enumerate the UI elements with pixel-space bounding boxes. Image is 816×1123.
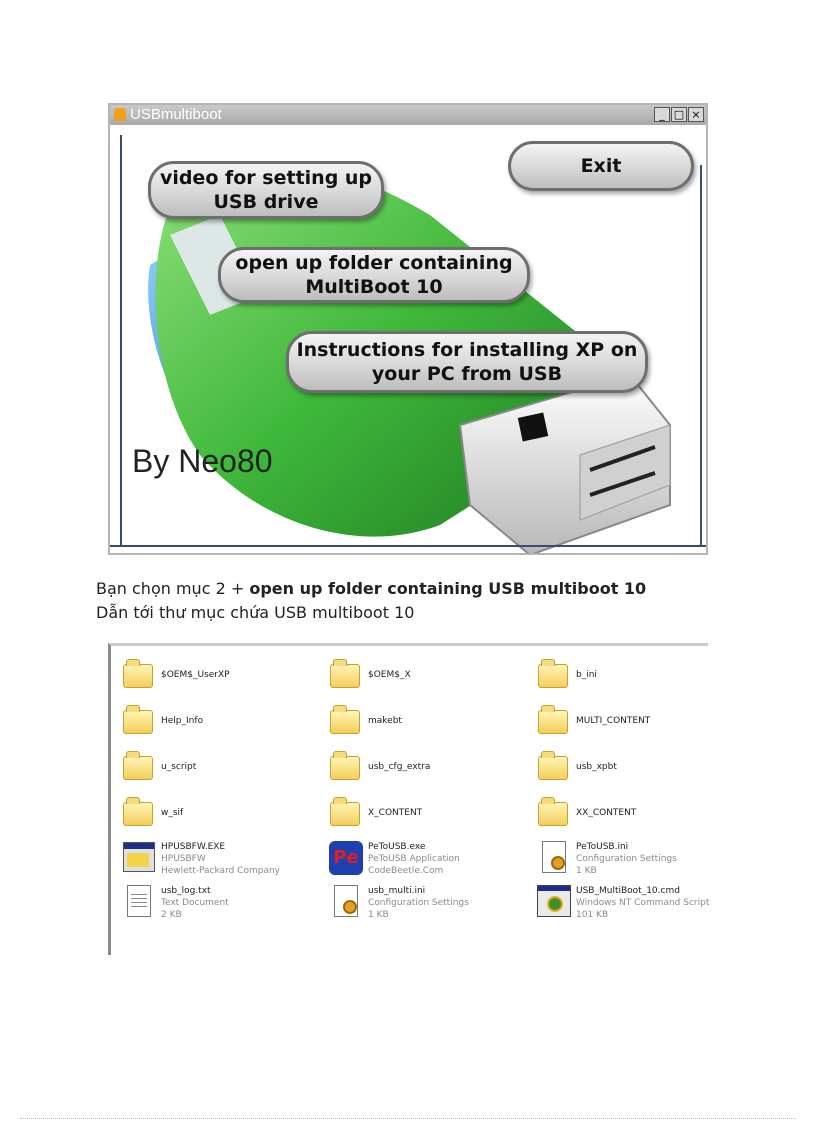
- file-description: HPUSBFW: [161, 854, 206, 864]
- file-name: PeToUSB.ini: [576, 842, 629, 852]
- file-name: PeToUSB.exe: [368, 842, 426, 852]
- file-description: Configuration Settings: [368, 898, 469, 908]
- explorer-file-view: [108, 643, 708, 955]
- page-footer-rule: [20, 1118, 796, 1119]
- caption-line-2: Dẫn tới thư mục chứa USB multiboot 10: [96, 603, 415, 622]
- video-setup-label: [160, 166, 372, 214]
- ini-settings-icon: [334, 885, 358, 917]
- file-size: 101 KB: [576, 910, 609, 920]
- frame-line-right: [700, 165, 702, 545]
- text-document-icon: [127, 885, 151, 917]
- folder-icon: [330, 756, 360, 780]
- folder-item[interactable]: [328, 702, 402, 738]
- file-details: [161, 841, 280, 877]
- caption-line-1-bold: open up folder containing USB multiboot 10: [249, 579, 647, 598]
- open-folder-label: [235, 251, 512, 299]
- file-details: [576, 885, 709, 921]
- folder-item[interactable]: [121, 794, 183, 830]
- folder-item[interactable]: [328, 748, 430, 784]
- file-name: usb_log.txt: [161, 886, 211, 896]
- file-size: 2 KB: [161, 910, 182, 920]
- minimize-button[interactable]: _: [654, 107, 670, 122]
- folder-name: b_ini: [576, 670, 597, 680]
- folder-item[interactable]: [536, 656, 597, 692]
- file-item-usb-log[interactable]: [121, 884, 229, 921]
- open-folder-line1: open up folder containing: [235, 252, 513, 274]
- folder-item[interactable]: [121, 656, 230, 692]
- folder-name: $OEM$_X: [368, 670, 411, 680]
- usbmultiboot-window: [108, 103, 708, 555]
- folder-name: w_sif: [161, 808, 184, 818]
- folder-name: X_CONTENT: [368, 808, 423, 818]
- file-description: Text Document: [161, 898, 229, 908]
- folder-name: MULTI_CONTENT: [576, 716, 651, 726]
- close-button[interactable]: ×: [688, 107, 704, 122]
- folder-item[interactable]: [121, 702, 203, 738]
- folder-name: Help_Info: [161, 716, 204, 726]
- folder-icon: [538, 664, 568, 688]
- folder-icon: [538, 710, 568, 734]
- title-bar[interactable]: [110, 105, 706, 125]
- folder-item[interactable]: [328, 656, 411, 692]
- folder-name: makebt: [368, 716, 402, 726]
- folder-icon: [123, 664, 153, 688]
- file-item-hpusbfw[interactable]: [121, 840, 280, 877]
- file-item-petousb-ini[interactable]: [536, 840, 677, 877]
- exit-button-label: Exit: [580, 155, 622, 177]
- video-setup-line1: video for setting up: [159, 167, 373, 189]
- folder-name: usb_xpbt: [576, 762, 617, 772]
- file-company: CodeBeetle.Com: [368, 866, 444, 876]
- ini-settings-icon: [542, 841, 566, 873]
- folder-item[interactable]: [536, 794, 636, 830]
- exit-button[interactable]: [508, 141, 694, 191]
- file-description: PeToUSB Application: [368, 854, 460, 864]
- folder-item[interactable]: [536, 748, 617, 784]
- folder-icon: [538, 802, 568, 826]
- file-item-petousb-exe[interactable]: [328, 840, 460, 877]
- folder-item[interactable]: [536, 702, 650, 738]
- exe-window-icon: [123, 842, 155, 872]
- app-icon: [114, 108, 126, 121]
- instructions-label: [297, 338, 638, 386]
- folder-item[interactable]: [328, 794, 422, 830]
- frame-line-bottom: [110, 545, 706, 547]
- file-size: 1 KB: [368, 910, 389, 920]
- file-details: [576, 841, 677, 877]
- folder-name: XX_CONTENT: [576, 808, 637, 818]
- folder-name: u_script: [161, 762, 197, 772]
- file-description: Windows NT Command Script: [576, 898, 710, 908]
- file-details: [161, 885, 229, 921]
- file-item-usb-multi-ini[interactable]: [328, 884, 469, 921]
- folder-icon: [330, 664, 360, 688]
- instructions-line1: Instructions for installing XP on: [296, 339, 638, 361]
- folder-item[interactable]: [121, 748, 196, 784]
- file-name: USB_MultiBoot_10.cmd: [576, 886, 680, 896]
- folder-icon: [538, 756, 568, 780]
- maximize-button[interactable]: □: [671, 107, 687, 122]
- caption-line-1: [96, 579, 646, 598]
- file-name: HPUSBFW.EXE: [161, 842, 226, 852]
- folder-icon: [123, 710, 153, 734]
- folder-name: $OEM$_UserXP: [161, 670, 230, 680]
- file-details: [368, 885, 469, 921]
- window-controls: [654, 107, 704, 122]
- open-folder-line2: MultiBoot 10: [305, 276, 443, 298]
- open-folder-button[interactable]: [218, 247, 530, 303]
- frame-line-left: [120, 135, 122, 547]
- file-size: 1 KB: [576, 866, 597, 876]
- video-setup-line2: USB drive: [213, 191, 319, 213]
- caption-line-1-prefix: Bạn chọn mục 2 +: [96, 579, 250, 598]
- folder-icon: [123, 756, 153, 780]
- cmd-script-icon: [537, 885, 571, 917]
- author-credit: By Neo80: [132, 443, 273, 479]
- file-description: Configuration Settings: [576, 854, 677, 864]
- file-item-usb-multiboot-cmd[interactable]: [536, 884, 709, 921]
- pe-app-icon: Pe: [329, 841, 363, 875]
- folder-icon: [330, 710, 360, 734]
- instructions-button[interactable]: [286, 331, 648, 393]
- folder-name: usb_cfg_extra: [368, 762, 431, 772]
- file-company: Hewlett-Packard Company: [161, 866, 280, 876]
- video-setup-button[interactable]: [148, 161, 384, 219]
- folder-icon: [123, 802, 153, 826]
- folder-icon: [330, 802, 360, 826]
- file-name: usb_multi.ini: [368, 886, 426, 896]
- window-title: USBmultiboot: [130, 106, 222, 123]
- instructions-line2: your PC from USB: [371, 363, 563, 385]
- file-details: [368, 841, 460, 877]
